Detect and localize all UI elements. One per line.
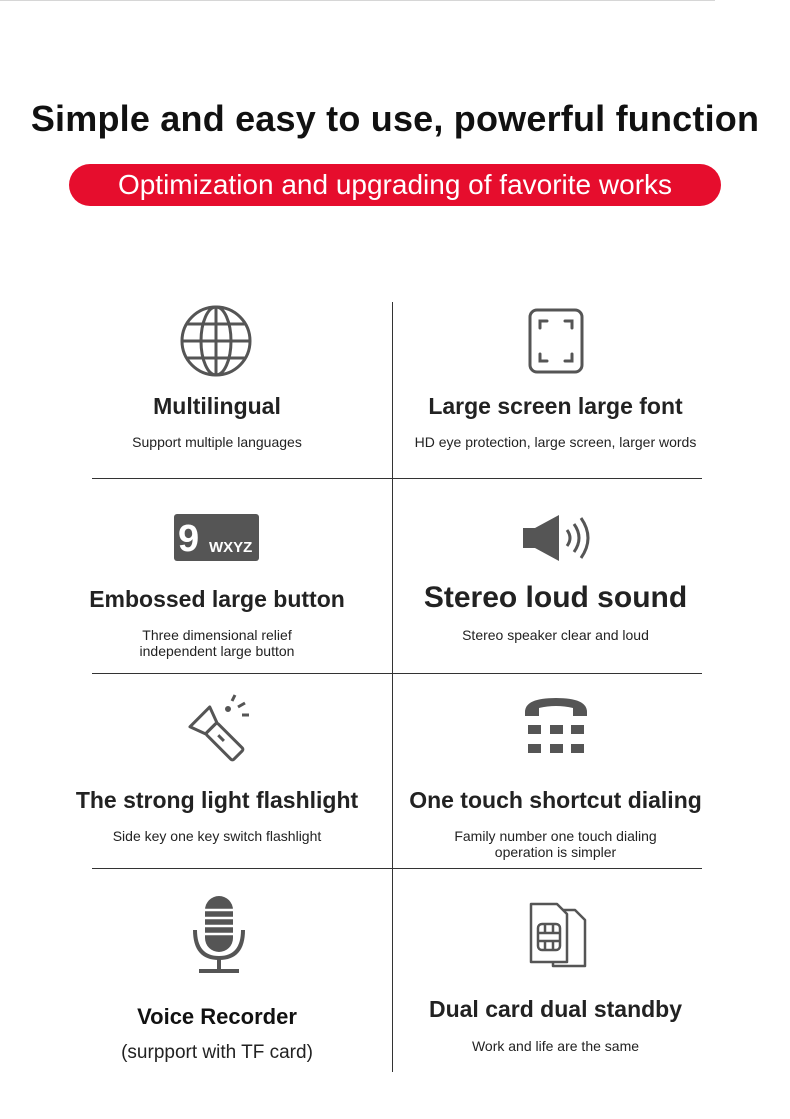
page-title: Simple and easy to use, powerful function xyxy=(30,98,760,139)
feature-title-large-screen: Large screen large font xyxy=(428,393,683,419)
feature-sub-embossed-button-2: independent large button xyxy=(139,643,295,659)
feature-title-multilingual: Multilingual xyxy=(153,393,281,419)
feature-title-stereo-sound: Stereo loud sound xyxy=(423,581,688,614)
feature-title-shortcut-dialing: One touch shortcut dialing xyxy=(409,787,702,813)
feature-sub-voice-recorder: (surpport with TF card) xyxy=(121,1042,313,1063)
feature-sub-large-screen: HD eye protection, large screen, larger words xyxy=(414,434,697,450)
top-divider xyxy=(0,0,715,1)
feature-title-dual-card: Dual card dual standby xyxy=(428,996,683,1022)
microphone-icon xyxy=(191,894,247,974)
feature-sub-shortcut-dialing-1: Family number one touch dialing xyxy=(454,828,657,844)
feature-sub-multilingual: Support multiple languages xyxy=(132,434,302,450)
globe-icon xyxy=(179,304,253,378)
grid-row-divider-3 xyxy=(92,868,702,869)
flashlight-icon xyxy=(180,693,252,763)
sim-cards-icon xyxy=(527,902,589,970)
feature-title-voice-recorder: Voice Recorder xyxy=(137,1004,297,1029)
feature-sub-stereo-sound: Stereo speaker clear and loud xyxy=(462,627,649,643)
fullscreen-icon xyxy=(528,308,584,374)
feature-title-embossed-button: Embossed large button xyxy=(89,586,345,612)
feature-sub-embossed-button-1: Three dimensional relief xyxy=(142,627,292,643)
red-banner: Optimization and upgrading of favorite works xyxy=(69,164,721,206)
key-letters: WXYZ xyxy=(209,539,253,556)
feature-title-flashlight: The strong light flashlight xyxy=(75,787,359,813)
feature-sub-dual-card: Work and life are the same xyxy=(471,1038,640,1054)
speaker-icon xyxy=(521,513,593,563)
feature-sub-shortcut-dialing-2: operation is simpler xyxy=(494,844,617,860)
feature-sub-flashlight: Side key one key switch flashlight xyxy=(112,828,322,844)
keypad-button-icon xyxy=(174,514,259,561)
grid-row-divider-1 xyxy=(92,478,702,479)
telephone-keypad-icon xyxy=(523,694,589,758)
key-digit: 9 xyxy=(178,518,200,560)
grid-row-divider-2 xyxy=(92,673,702,674)
